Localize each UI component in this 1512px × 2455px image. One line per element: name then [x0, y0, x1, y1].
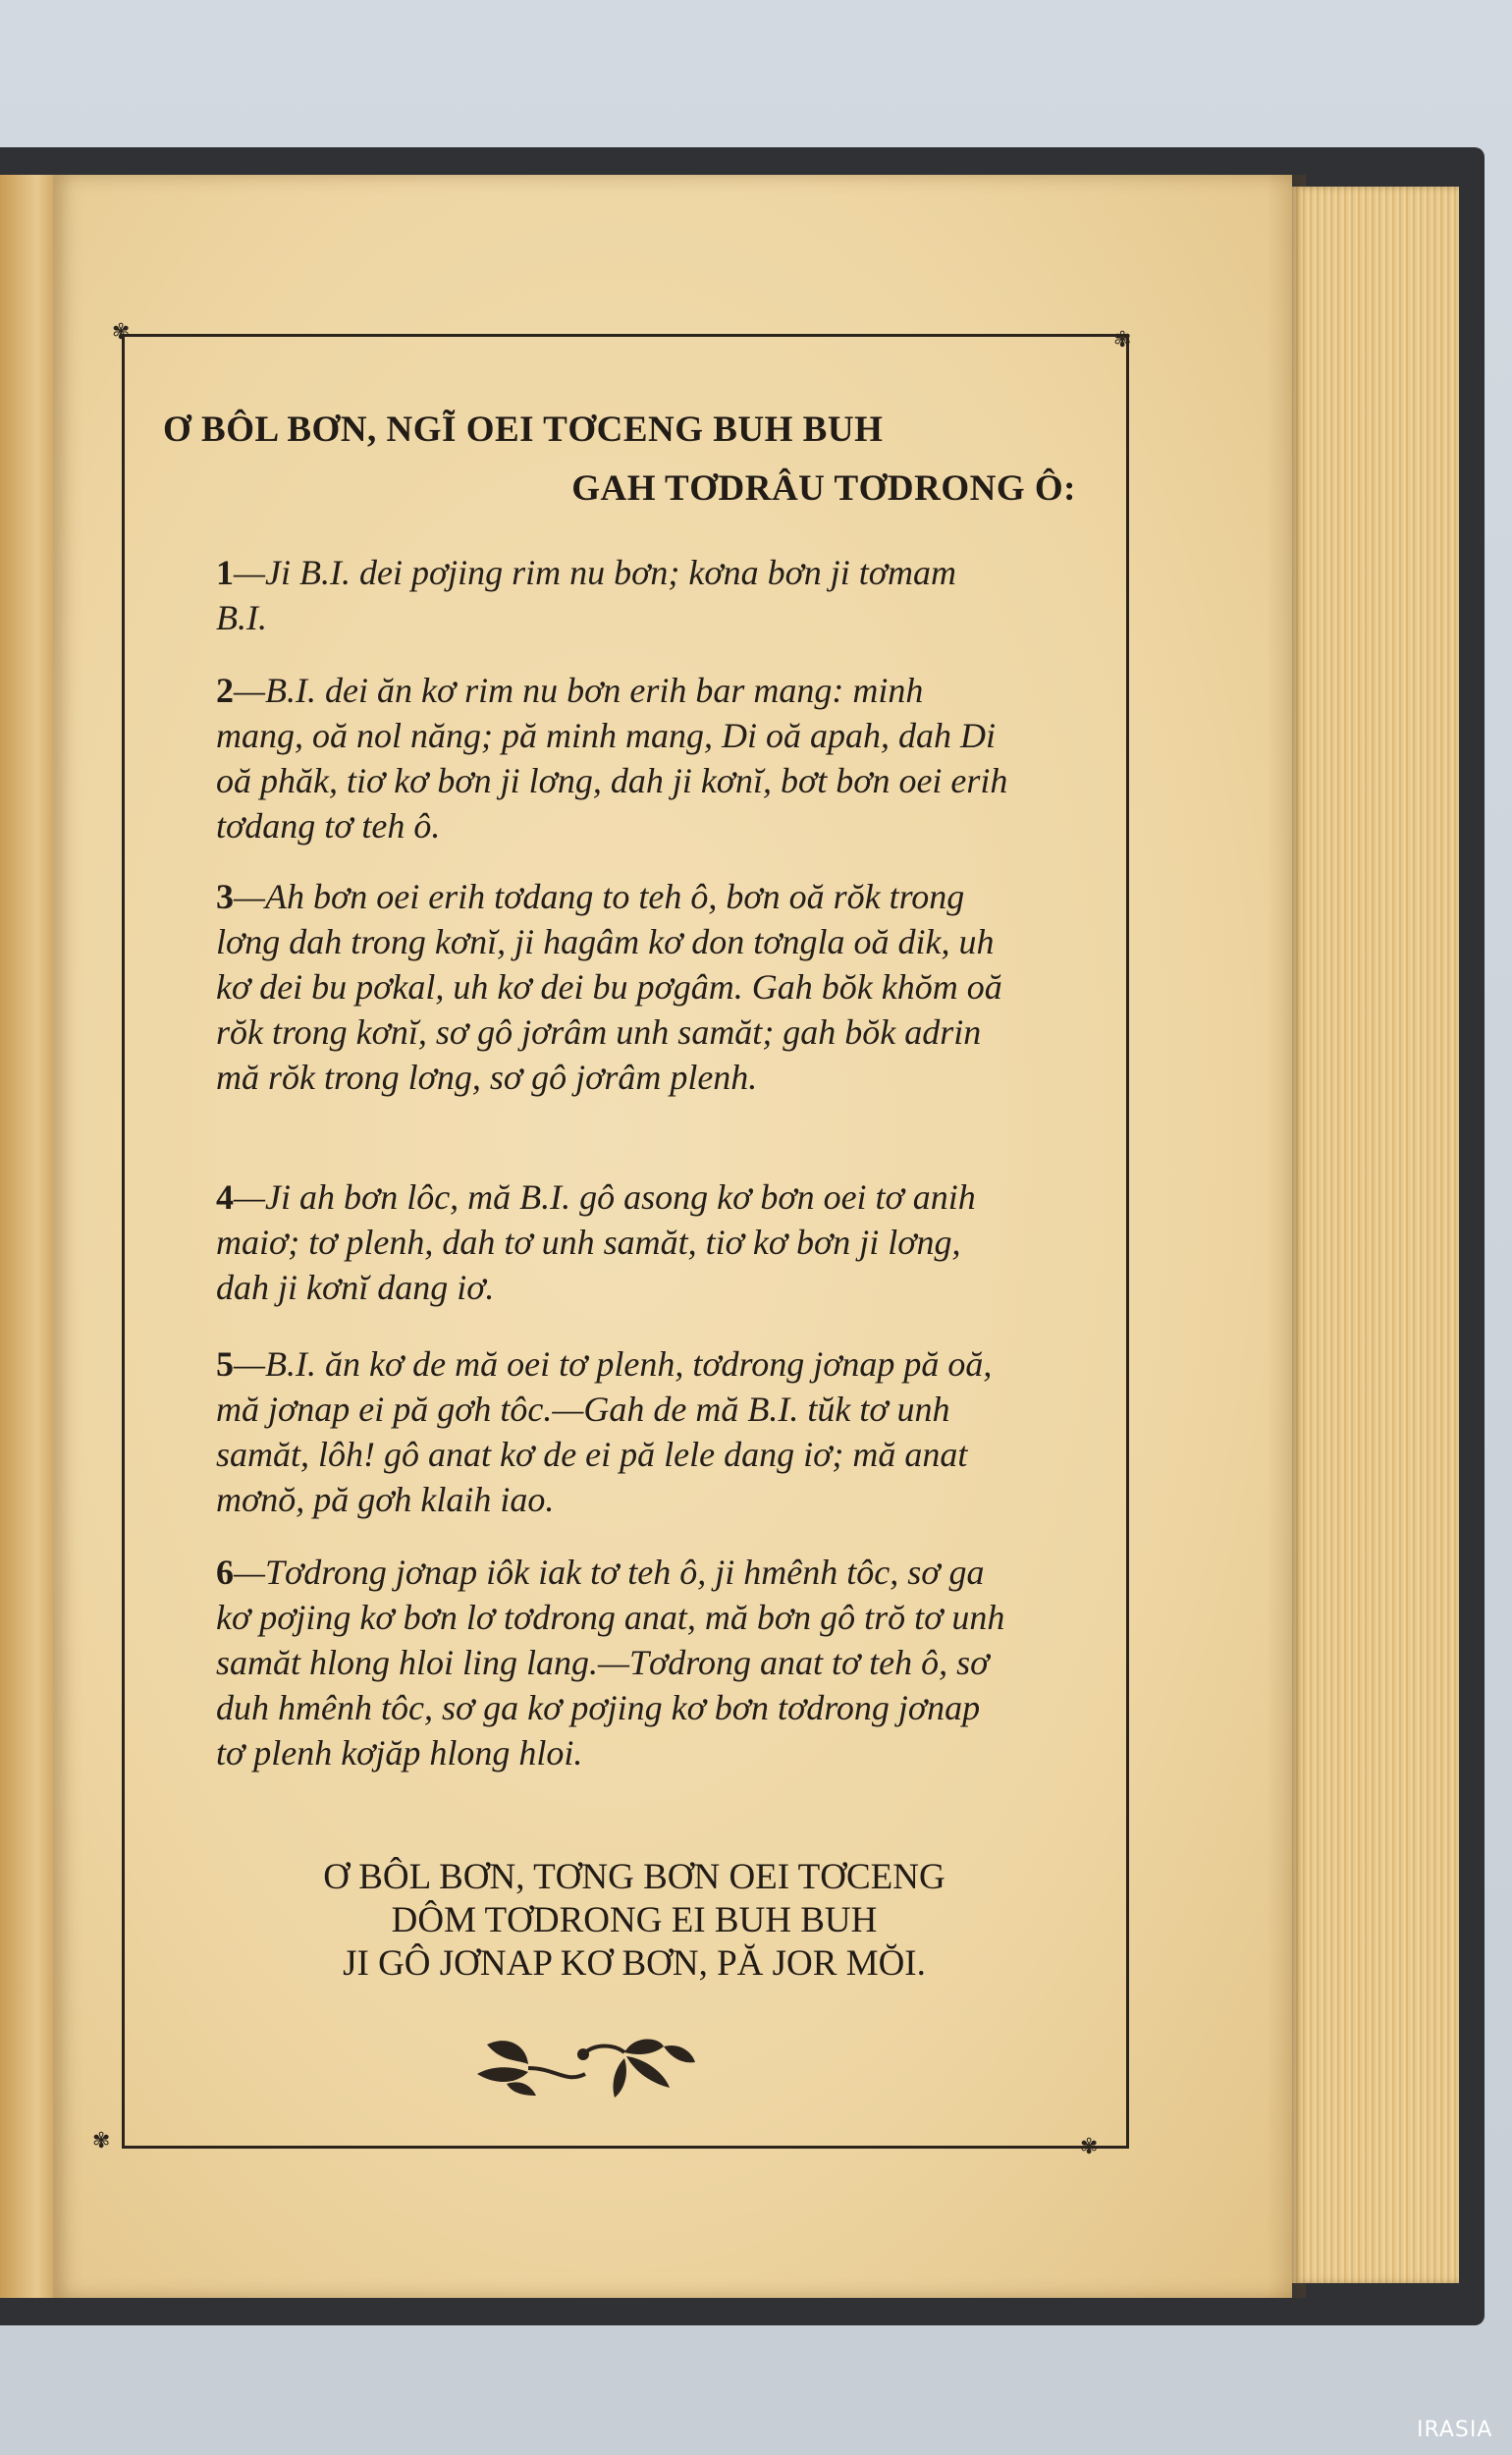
paragraph-6 [216, 1550, 1011, 1775]
corner-ornament-icon: ✾ [1080, 2135, 1099, 2159]
paragraph-3 [216, 874, 1011, 1100]
paragraph-text: —Ah bơn oei erih tơdang to teh ô, bơn oă rŏk trong lơng dah trong kơnĭ, ji hagâm kơ don tơngla oă dik, uh kơ dei bu pơkal, uh kơ dei bu pơgâm. Gah bŏk khŏm oă rŏk trong kơnĭ, sơ gô jơrâm unh samăt; gah bŏk adrin mă rŏk trong lơng, sơ gô jơrâm plenh. [216, 877, 1002, 1097]
paragraph-number: 3 [216, 877, 234, 916]
corner-ornament-icon: ✾ [1113, 328, 1132, 353]
paragraph-number: 1 [216, 553, 234, 592]
paragraph-2 [216, 668, 1011, 848]
paragraph-text: —B.I. dei ăn kơ rim nu bơn erih bar mang: minh mang, oă nol năng; pă minh mang, Di oă apah, dah Di oă phăk, tiơ kơ bơn ji lơng, dah ji kơnĭ, bơt bơn oei erih tơdang tơ teh ô. [216, 671, 1008, 846]
paragraph-text: —Tơdrong jơnap iôk iak tơ teh ô, ji hmênh tôc, sơ ga kơ pơjing kơ bơn lơ tơdrong anat, mă bơn gô trŏ tơ unh samăt hlong hloi ling lang.—Tơdrong anat tơ teh ô, sơ duh hmênh tôc, sơ ga kơ pơjing kơ bơn tơdrong jơnap tơ plenh kơjăp hlong hloi. [216, 1553, 1005, 1773]
left-page-edge [0, 175, 53, 2298]
closing-line-3: JI GÔ JƠNAP KƠ BƠN, PĂ JOR MŎI. [343, 1943, 926, 1984]
watermark-text: IRASIA [1417, 2418, 1493, 2442]
paragraph-5 [216, 1341, 1011, 1522]
corner-ornament-icon: ✾ [112, 320, 131, 345]
paragraph-number: 2 [216, 671, 234, 710]
paragraph-text: —Ji ah bơn lôc, mă B.I. gô asong kơ bơn oei tơ anih maiơ; tơ plenh, dah tơ unh samăt, tiơ kơ bơn ji lơng, dah ji kơnĭ dang iơ. [216, 1177, 976, 1307]
closing-line-1: Ơ BÔL BƠN, TƠNG BƠN OEI TƠCENG [323, 1857, 945, 1897]
floral-ornament-icon [467, 2025, 703, 2103]
paragraph-4 [216, 1174, 1011, 1310]
paragraph-1 [216, 550, 1011, 640]
heading-line-2: GAH TƠDRÂU TƠDRONG Ô: [571, 468, 1076, 509]
page-block-edges [1292, 187, 1459, 2283]
paragraph-number: 5 [216, 1344, 234, 1384]
paragraph-number: 6 [216, 1553, 234, 1592]
heading-line-1: Ơ BÔL BƠN, NGĨ OEI TƠCENG BUH BUH [163, 409, 884, 450]
paragraph-number: 4 [216, 1177, 234, 1217]
paragraph-text: —B.I. ăn kơ de mă oei tơ plenh, tơdrong jơnap pă oă, mă jơnap ei pă gơh tôc.—Gah de mă B.I. tŭk tơ unh samăt, lôh! gô anat kơ de ei pă lele dang iơ; mă anat mơnŏ, pă gơh klaih iao. [216, 1344, 993, 1519]
closing-line-2: DÔM TƠDRONG EI BUH BUH [391, 1900, 878, 1940]
corner-ornament-icon: ✾ [92, 2129, 111, 2154]
closing-text [163, 1856, 1106, 1986]
paragraph-text: —Ji B.I. dei pơjing rim nu bơn; kơna bơn ji tơmam B.I. [216, 553, 956, 637]
